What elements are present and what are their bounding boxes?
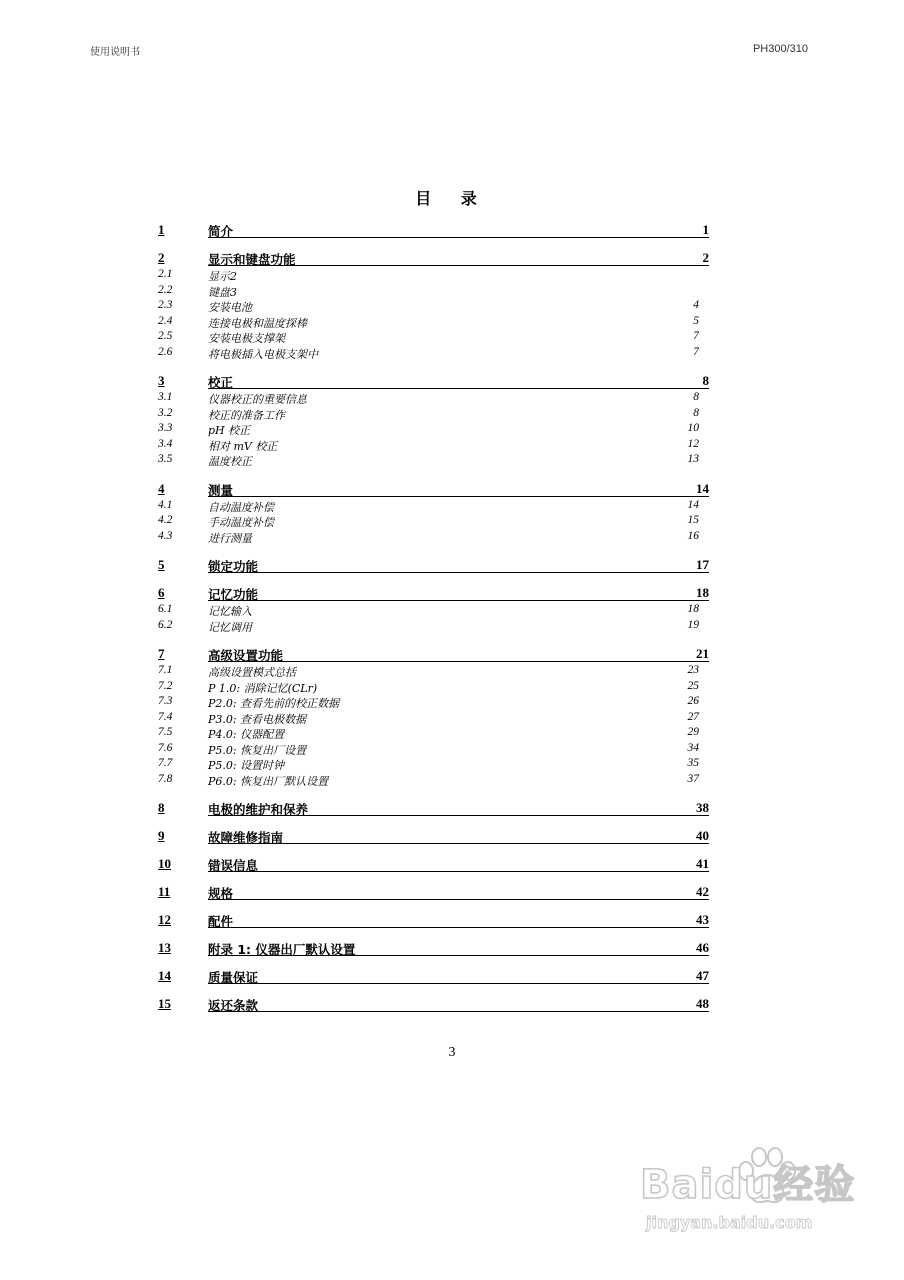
section-number: 7.1 [158,664,173,676]
chapter-number: 11 [158,884,171,899]
section-page-number: 4 [693,299,699,311]
chapter-title: 返还条款 [208,998,259,1013]
chapter-underline [208,996,709,1012]
section-title: P4.0: 仪器配置 [208,728,285,741]
section-number: 6.1 [158,603,173,615]
section-number: 2.3 [158,299,173,311]
chapter-underline [208,646,709,662]
chapter-number: 15 [158,996,171,1011]
watermark-url: jingyan.baidu.com [646,1213,813,1232]
chapter-underline [208,968,709,984]
section-page-number: 15 [687,514,699,526]
toc-section-entry[interactable] [158,742,709,758]
section-number: 2.6 [158,345,173,358]
section-title: 仪器校正的重要信息 [208,393,307,406]
section-page-number: 37 [687,772,699,785]
section-number: 4.1 [158,498,173,511]
section-number: 3.5 [158,453,173,465]
chapter-page-number: 1 [702,222,709,237]
page-number: 3 [448,1045,456,1060]
chapter-title: 附录 1: 仪器出厂默认设置 [208,942,356,957]
section-title: P6.0: 恢复出厂默认设置 [208,774,329,788]
section-page-number: 35 [687,757,699,769]
section-title: 键盘3 [208,285,237,299]
chapter-number: 1 [158,222,165,237]
section-number: 4.3 [158,529,173,542]
section-number: 7.3 [158,695,173,707]
section-title: 手动温度补偿 [208,516,274,529]
toc-section-entry[interactable] [158,664,709,680]
toc-heading: 目 录 [415,189,489,208]
section-title: 相对 mV 校正 [208,439,278,453]
chapter-number: 12 [158,912,171,927]
section-page-number: 12 [687,437,699,450]
section-title: pH 校正 [208,424,251,437]
section-title: 校正的准备工作 [208,408,285,422]
section-number: 7.6 [158,741,173,754]
toc-section-list [158,391,709,469]
chapter-underline [208,481,709,497]
section-number: 7.5 [158,726,173,738]
chapter-title: 故障维修指南 [208,830,284,845]
section-title: 记忆输入 [208,605,252,618]
chapter-number: 9 [158,828,165,843]
chapter-page-number: 41 [696,856,709,871]
section-title: 温度校正 [208,455,252,468]
toc-chapter-entry[interactable] [158,940,709,956]
running-header-left: 使用说明书 [90,47,140,58]
section-page-number: 10 [687,422,699,434]
toc-chapter-entry[interactable] [158,856,709,872]
chapter-title: 锁定功能 [208,559,259,574]
chapter-number: 5 [158,557,165,572]
toc-chapter-entry[interactable] [158,968,709,984]
toc-chapter-entry[interactable] [158,481,709,497]
chapter-number: 4 [158,480,165,496]
toc-chapter-entry[interactable] [158,912,709,928]
chapter-title: 校正 [208,375,234,390]
toc-section-entry[interactable] [158,773,709,789]
toc-section-entry[interactable] [158,514,709,530]
toc-section-entry[interactable] [158,299,709,315]
chapter-page-number: 47 [696,968,709,983]
chapter-underline [208,856,709,872]
toc-section-entry[interactable] [158,619,709,635]
toc-section-entry[interactable] [158,680,709,696]
toc-section-entry[interactable] [158,438,709,454]
toc-section-entry[interactable] [158,453,709,469]
section-title: 显示2 [208,270,237,283]
chapter-number: 8 [158,800,165,815]
section-number: 7.8 [158,772,173,785]
chapter-number: 2 [158,250,165,265]
toc-section-list [158,603,709,634]
section-number: 2.5 [158,330,173,342]
toc-section-list [158,268,709,361]
chapter-title: 质量保证 [208,970,259,985]
chapter-title: 高级设置功能 [208,648,284,663]
chapter-page-number: 17 [696,557,709,572]
toc-chapter-entry[interactable] [158,996,709,1012]
section-number: 2.1 [158,268,173,280]
table-of-contents [158,222,709,1012]
section-page-number: 8 [693,391,699,403]
chapter-page-number: 14 [696,480,709,496]
toc-section-entry[interactable] [158,315,709,331]
section-title: P2.0: 查看先前的校正数据 [208,697,340,710]
chapter-page-number: 2 [702,250,709,265]
chapter-page-number: 40 [696,828,709,843]
chapter-page-number: 8 [702,373,709,388]
toc-chapter-entry[interactable] [158,250,709,266]
toc-section-entry[interactable] [158,757,709,773]
toc-section-list [158,664,709,788]
chapter-page-number: 48 [696,996,709,1011]
toc-chapter-entry[interactable] [158,646,709,662]
section-number: 7.4 [158,710,173,723]
toc-chapter-entry[interactable] [158,585,709,601]
chapter-page-number: 46 [696,940,709,955]
toc-section-entry[interactable] [158,726,709,742]
chapter-title: 规格 [208,886,234,901]
section-number: 2.4 [158,314,173,327]
chapter-title: 错误信息 [208,858,259,873]
section-number: 3.4 [158,437,173,450]
toc-chapter-entry[interactable] [158,373,709,389]
section-number: 7.7 [158,757,173,769]
chapter-number: 3 [158,373,165,388]
chapter-underline [208,828,709,844]
chapter-page-number: 21 [696,646,709,661]
chapter-page-number: 18 [696,585,709,600]
section-title: P5.0: 设置时钟 [208,759,285,772]
toc-chapter-entry[interactable] [158,800,709,816]
section-title: P3.0: 查看电极数据 [208,712,307,726]
toc-section-entry[interactable] [158,499,709,515]
section-number: 3.2 [158,406,173,419]
toc-section-entry[interactable] [158,391,709,407]
toc-chapter-entry[interactable] [158,557,709,573]
toc-chapter-entry[interactable] [158,828,709,844]
section-title: 将电极插入电极支架中 [208,347,318,361]
toc-chapter-entry[interactable] [158,884,709,900]
chapter-underline [208,222,709,238]
chapter-title: 记忆功能 [208,587,259,602]
chapter-title: 配件 [208,914,234,929]
section-title: 安装电池 [208,301,252,314]
section-page-number: 16 [687,529,699,542]
chapter-underline [208,373,709,389]
section-title: 记忆调用 [208,620,252,634]
toc-section-entry[interactable] [158,268,709,284]
section-number: 6.2 [158,618,173,631]
section-title: 自动温度补偿 [208,500,274,514]
watermark-logo-text: Baidu经验 [640,1162,856,1208]
section-page-number: 18 [687,603,699,615]
toc-section-entry[interactable] [158,603,709,619]
section-title: P5.0: 恢复出厂设置 [208,743,307,757]
section-title: P 1.0: 消除记忆(CLr) [208,681,318,695]
chapter-underline [208,585,709,601]
toc-chapter-entry[interactable] [158,222,709,238]
toc-section-entry[interactable] [158,530,709,546]
toc-section-entry[interactable] [158,422,709,438]
section-page-number: 7 [693,330,699,342]
chapter-number: 14 [158,968,171,983]
section-page-number: 34 [687,741,699,754]
chapter-page-number: 38 [696,800,709,815]
section-number: 7.2 [158,679,173,692]
chapter-page-number: 43 [696,912,709,927]
section-page-number: 5 [693,314,699,327]
section-title: 高级设置模式总括 [208,666,296,679]
running-header-right: PH300/310 [752,43,808,55]
section-page-number: 25 [687,679,699,692]
section-page-number: 27 [687,710,699,723]
section-number: 3.3 [158,422,173,434]
section-number: 3.1 [158,391,173,403]
toc-section-entry[interactable] [158,711,709,727]
chapter-number: 7 [158,646,165,661]
toc-section-entry[interactable] [158,330,709,346]
section-title: 连接电极和温度探棒 [208,316,307,330]
section-page-number: 14 [687,498,699,511]
toc-section-entry[interactable] [158,695,709,711]
toc-section-entry[interactable] [158,407,709,423]
chapter-number: 10 [158,856,171,871]
chapter-underline [208,912,709,928]
section-title: 进行测量 [208,531,252,545]
chapter-title: 简介 [208,224,234,239]
toc-section-entry[interactable] [158,284,709,300]
section-page-number: 26 [687,695,699,707]
chapter-page-number: 42 [696,884,709,899]
chapter-title: 显示和键盘功能 [208,252,296,267]
baidu-jingyan-watermark [640,1145,880,1255]
section-page-number: 23 [687,664,699,676]
toc-section-entry[interactable] [158,346,709,362]
section-page-number: 19 [687,618,699,631]
chapter-title: 测量 [208,482,234,498]
section-page-number: 8 [693,406,699,419]
section-page-number: 13 [687,453,699,465]
chapter-number: 6 [158,585,165,600]
section-title: 安装电极支撑架 [208,332,285,345]
toc-section-list [158,499,709,546]
chapter-title: 电极的维护和保养 [208,802,309,817]
section-number: 2.2 [158,283,173,296]
section-page-number: 29 [687,726,699,738]
section-page-number: 7 [693,345,699,358]
chapter-underline [208,557,709,573]
chapter-number: 13 [158,940,171,955]
chapter-underline [208,884,709,900]
section-number: 4.2 [158,514,173,526]
